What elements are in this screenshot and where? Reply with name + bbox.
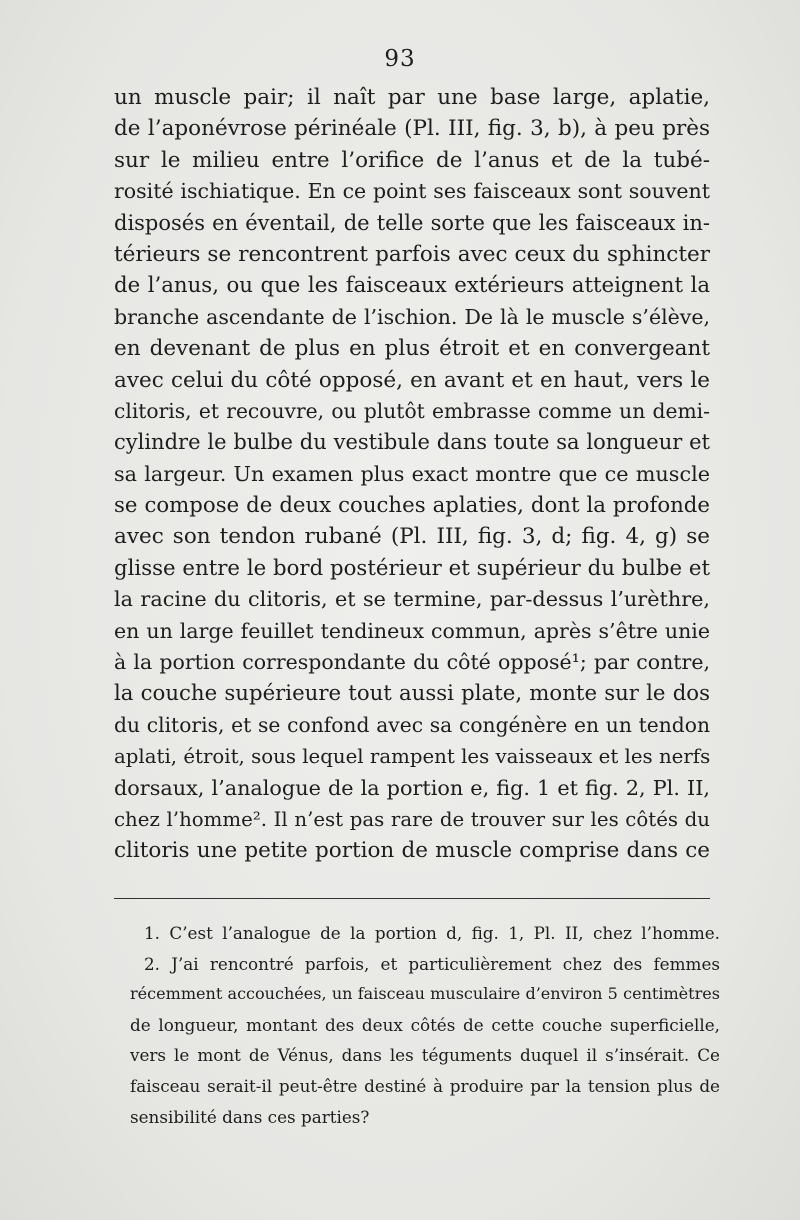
body-line: en un large feuillet tendineux commun, après s’être unie — [114, 618, 710, 643]
body-line: glisse entre le bord postérieur et supérieur du bulbe et — [114, 555, 710, 581]
footnote-2-line: sensibilité dans ces parties? — [130, 1106, 370, 1127]
body-line: branche ascendante de l’ischion. De là le muscle s’élève, — [114, 304, 710, 329]
footnote-2-line: de longueur, montant des deux côtés de cette couche superficielle, — [130, 1014, 720, 1035]
body-line: aplati, étroit, sous lequel rampent les vaisseaux et les nerfs — [114, 745, 711, 769]
body-line: rosité ischiatique. En ce point ses faisceaux sont souvent — [114, 179, 710, 204]
body-line: disposés en éventail, de telle sorte que les faisceaux in- — [114, 210, 710, 235]
body-line: un muscle pair; il naît par une base large, aplatie, — [114, 85, 710, 110]
footnotes — [130, 918, 720, 1132]
body-line: en devenant de plus en plus étroit et en convergeant — [114, 336, 710, 362]
page-number: 93 — [384, 46, 416, 72]
footnote-divider — [114, 898, 710, 899]
body-line: sa largeur. Un examen plus exact montre que ce muscle — [114, 461, 710, 486]
footnote-2-line: récemment accouchées, un faisceau musculaire d’environ 5 centimètres — [130, 984, 720, 1004]
body-line: clitoris, et recouvre, ou plutôt embrasse comme un demi- — [114, 398, 710, 423]
footnote-2-line: vers le mont de Vénus, dans les téguments duquel il s’insérait. Ce — [130, 1045, 720, 1066]
footnote-2: 2. J’ai rencontré parfois, et particulièrement chez des femmes — [144, 953, 720, 974]
body-line: se compose de deux couches aplaties, dont la profonde — [114, 493, 710, 519]
body-line: avec son tendon rubané (Pl. III, fig. 3, d; fig. 4, g) se — [114, 524, 710, 550]
body-line: dorsaux, l’analogue de la portion e, fig. 1 et fig. 2, Pl. II, — [114, 775, 710, 800]
body-line: sur le milieu entre l’orifice de l’anus et de la tubé- — [114, 147, 710, 173]
body-line: du clitoris, et se confond avec sa congénère en un tendon — [114, 712, 710, 737]
body-line: la couche supérieure tout aussi plate, monte sur le dos — [114, 681, 710, 707]
body-line: la racine du clitoris, et se termine, par-dessus l’urèthre, — [114, 587, 710, 612]
body-text — [114, 82, 710, 867]
body-line: clitoris une petite portion de muscle comprise dans ce — [114, 838, 710, 864]
body-line: chez l’homme². Il n’est pas rare de trouver sur les côtés du — [114, 807, 710, 831]
body-line: térieurs se rencontrent parfois avec ceux du sphincter — [114, 241, 710, 267]
body-line: avec celui du côté opposé, en avant et en haut, vers le — [114, 367, 710, 393]
footnote-1: 1. C’est l’analogue de la portion d, fig. 1, Pl. II, chez l’homme. — [144, 923, 720, 943]
body-line: cylindre le bulbe du vestibule dans toute sa longueur et — [114, 430, 710, 455]
body-line: à la portion correspondante du côté opposé¹; par contre, — [114, 650, 710, 675]
body-line: de l’aponévrose périnéale (Pl. III, fig. 3, b), à peu près — [114, 116, 710, 142]
body-line: de l’anus, ou que les faisceaux extérieurs atteignent la — [114, 273, 710, 299]
footnote-2-line: faisceau serait-il peut-être destiné à produire par la tension plus de — [130, 1075, 720, 1096]
